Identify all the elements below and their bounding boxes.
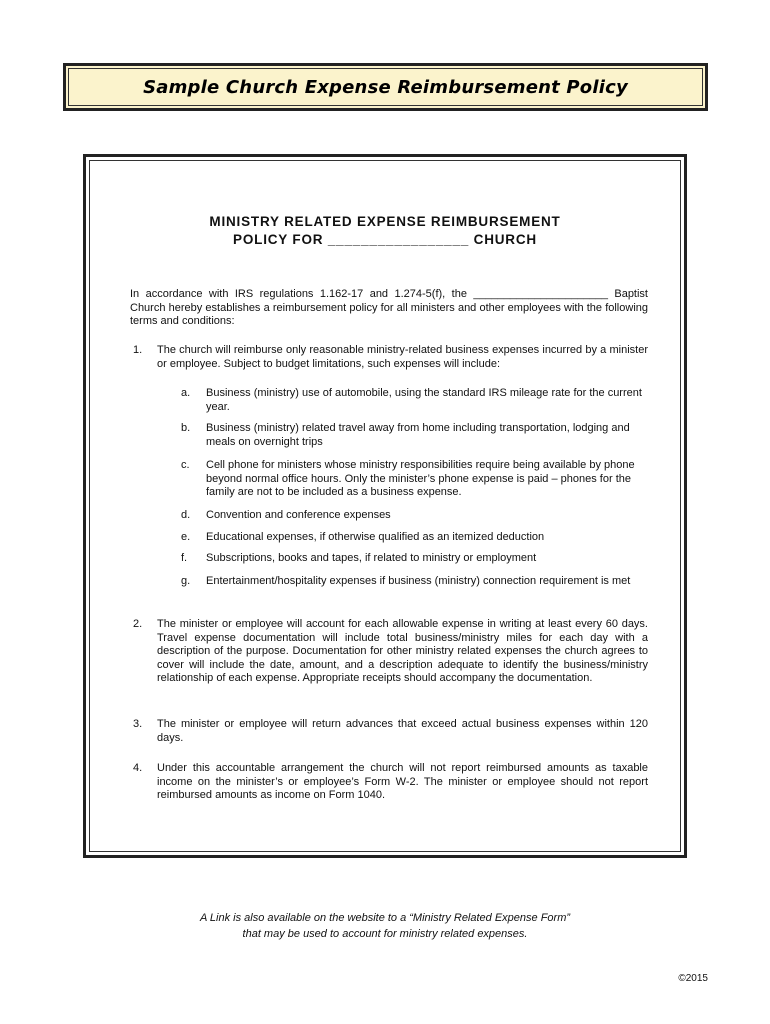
- item-number: 1.: [133, 344, 143, 356]
- subitem-e: [181, 531, 651, 545]
- policy-heading-line2: POLICY FOR _________________ CHURCH: [233, 232, 537, 247]
- subitem-letter: g.: [181, 575, 191, 587]
- subitem-letter: e.: [181, 531, 191, 543]
- policy-heading-line1: MINISTRY RELATED EXPENSE REIMBURSEMENT: [209, 214, 561, 229]
- subitem-text: Educational expenses, if otherwise qualified as an itemized deduction: [206, 531, 545, 543]
- policy-item-4: [130, 762, 648, 803]
- subitem-letter: d.: [181, 509, 191, 521]
- subitem-letter: a.: [181, 387, 191, 399]
- item-text: Under this accountable arrangement the church will not report reimbursed amounts as taxable income on the minister’s or employee’s Form W-2. The minister or employee should not report reimbursed amounts as income on Form 1040.: [157, 762, 648, 801]
- subitem-d: [181, 509, 651, 523]
- subitem-a: [181, 387, 651, 414]
- subitem-text: Business (ministry) use of automobile, using the standard IRS mileage rate for the current year.: [206, 387, 642, 413]
- item-number: 3.: [133, 718, 143, 730]
- copyright-notice: ©2015: [678, 973, 708, 984]
- subitem-letter: f.: [181, 552, 188, 564]
- subitem-letter: c.: [181, 459, 190, 471]
- subitem-g: [181, 575, 651, 589]
- subitem-c: [181, 459, 651, 500]
- policy-box: [83, 154, 687, 858]
- subitem-text: Business (ministry) related travel away from home including transportation, lodging and meals on overnight trips: [206, 422, 630, 448]
- item-number: 2.: [133, 618, 143, 630]
- subitem-text: Subscriptions, books and tapes, if related to ministry or employment: [206, 552, 537, 564]
- footer-note-line2: that may be used to account for ministry related expenses.: [242, 928, 528, 940]
- subitem-letter: b.: [181, 422, 191, 434]
- policy-item-2: [130, 618, 648, 686]
- subitem-text: Entertainment/hospitality expenses if business (ministry) connection requirement is met: [206, 575, 631, 587]
- item-text: The minister or employee will account for each allowable expense in writing at least every 60 days. Travel expense documentation will include total business/ministry miles for each day with a description of the purpose. Documentation for other ministry related expenses the church agrees to cover will include the date, amount, and a description adequate to identify the business/ministry relationship of each expense. Appropriate receipts should accompany the documentation.: [157, 618, 648, 684]
- policy-item-3: [130, 718, 648, 745]
- subitem-text: Cell phone for ministers whose ministry responsibilities require being available by phone beyond normal office hours. Only the minister’s phone expense is paid – phones for the family are not to be included as a business expense.: [206, 459, 635, 498]
- item-text: The minister or employee will return advances that exceed actual business expenses within 120 days.: [157, 718, 648, 744]
- item-number: 4.: [133, 762, 143, 774]
- policy-intro: In accordance with IRS regulations 1.162-17 and 1.274-5(f), the ______________________ Baptist Church hereby establishes a reimbursement policy for all ministers and other employees with the following terms and conditions:: [130, 288, 648, 327]
- subitem-f: [181, 552, 651, 566]
- subitem-text: Convention and conference expenses: [206, 509, 391, 521]
- item-text: The church will reimburse only reasonable ministry-related business expenses incurred by a minister or employee. Subject to budget limitations, such expenses will include:: [157, 344, 648, 370]
- policy-item-1: [130, 344, 648, 371]
- subitem-b: [181, 422, 651, 449]
- title-banner: [63, 63, 708, 111]
- footer-note-line1: A Link is also available on the website to a “Ministry Related Expense Form”: [199, 912, 571, 924]
- document-title: Sample Church Expense Reimbursement Policy: [143, 77, 628, 98]
